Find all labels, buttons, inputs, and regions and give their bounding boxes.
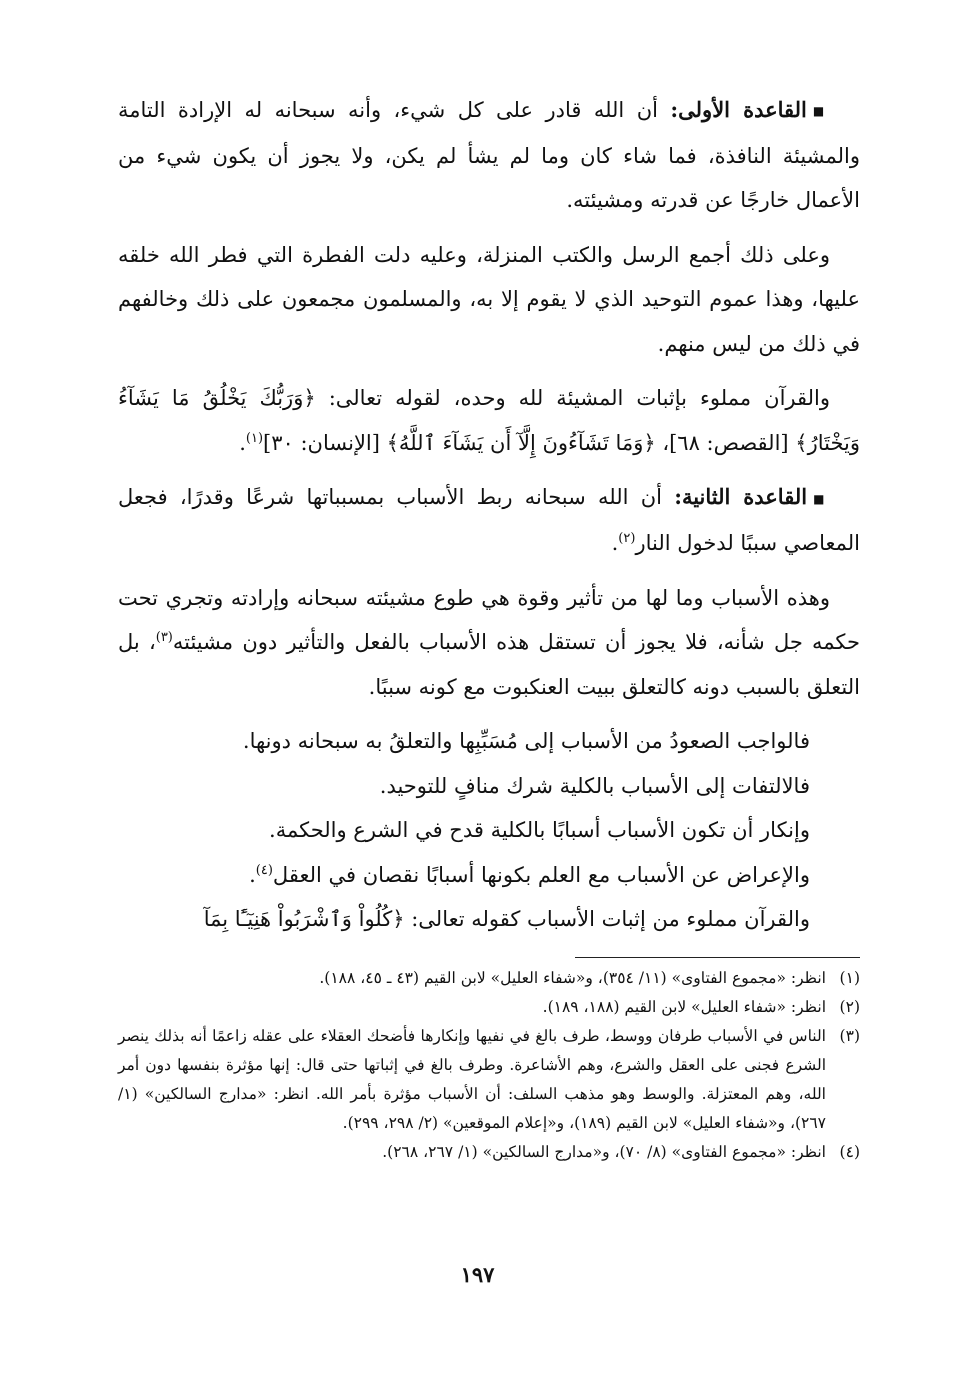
paragraph-text: وعلى ذلك أجمع الرسل والكتب المنزلة، وعليه دلت الفطرة التي فطر الله خلقه عليها، وهذا عموم التوحيد الذي لا يقوم إلا به، والمسلمون مجمعون على ذلك وخالفهم في ذلك من ليس منهم. <box>118 242 860 356</box>
footnote-text: انظر: «مجموع الفتاوى» (٨/ ٧٠)، و«مدارج السالكين» (١/ ٢٦٧، ٢٦٨). <box>382 1143 826 1161</box>
footnote-ref: (٤) <box>255 862 273 878</box>
rule-heading: القاعدة الأولى: <box>670 97 807 122</box>
list-item <box>118 853 860 898</box>
footnote-text: الناس في الأسباب طرفان ووسط، طرف بالغ في نفيها وإنكارها فأضحك العقلاء على عقله زاعمًا أنه بذلك ينصر الشرع فجنى على العقل والشرع، وهم الأشاعرة. وطرف بالغ في إثباتها حتى قال: إنها مؤثرة بنفسها دون أمر الله، وهم المعتزلة. والوسط وهو مذهب السلف: أن الأسباب مؤثرة بأمر الله. انظر: «مدارج السالكين» (١/ ٢٦٧)، و«شفاء العليل» لابن القيم (١٨٩)، و«إعلام الموقعين» (٢/ ٢٩٨، ٢٩٩). <box>118 1027 826 1132</box>
paragraph <box>118 576 860 710</box>
paragraph-text: وهذه الأسباب وما لها من تأثير وقوة هي طوع مشيئته سبحانه وإرادته وتجري تحت حكمه جل شأنه، فلا يجوز أن تستقل هذه الأسباب بالفعل والتأثير دون مشيئته <box>118 585 861 654</box>
paragraph-end: . <box>611 531 619 555</box>
footnote <box>118 1022 860 1138</box>
page-number: ١٩٧ <box>460 1262 495 1287</box>
footnote-ref: (٢) <box>618 531 636 546</box>
list-item <box>118 719 860 764</box>
paragraph-end: . <box>249 862 256 887</box>
rule-two-paragraph <box>118 475 860 565</box>
page-body <box>118 88 860 942</box>
bullet-icon: ■ <box>812 104 831 119</box>
paragraph-text: والإعراض عن الأسباب مع العلم بكونها أسبابًا نقصان في العقل <box>272 862 810 887</box>
footnote <box>118 993 860 1022</box>
list-item <box>118 764 860 809</box>
bullet-icon: ■ <box>813 491 830 506</box>
paragraph-text: والقرآن مملوء بإثبات المشيئة لله وحده، لقوله تعالى: ﴿وَرَبُّكَ يَخْلُقُ مَا يَشَآءُ وَيَخْتَارُ﴾ [القصص: ٦٨]، ﴿وَمَا تَشَآءُونَ إِلَّآ أَن يَشَآءَ ٱللَّهُ﴾ [الإنسان: ٣٠] <box>118 386 860 455</box>
paragraph-end: ، بل التعلق بالسبب دونه كالتعلق ببيت العنكبوت مع كونه سببًا. <box>118 630 860 699</box>
paragraph <box>118 233 860 367</box>
footnote-divider <box>575 957 860 958</box>
rule-one-paragraph <box>118 88 860 223</box>
rule-heading: القاعدة الثانية: <box>674 484 808 510</box>
footnote-number: (٤) <box>839 1143 860 1161</box>
list-item <box>118 897 860 942</box>
paragraph-text: فالالتفات إلى الأسباب بالكلية شرك منافٍ للتوحيد. <box>379 773 810 798</box>
footnote-ref: (٣) <box>155 630 173 645</box>
footnotes <box>118 964 860 1167</box>
footnote-text: انظر: «مجموع الفتاوى» (١١/ ٣٥٤)، و«شفاء العليل» لابن القيم (٤٣ ـ ٤٥، ١٨٨). <box>319 969 826 987</box>
paragraph-text: أن الله قادر على كل شيء، وأنه سبحانه له الإرادة التامة والمشيئة النافذة، فما شاء كان وما لم يشأ لم يكن، ولا يجوز أن يكون شيء من الأعمال خارجًا عن قدرته ومشيئته. <box>118 98 860 213</box>
footnote-text: انظر: «شفاء العليل» لابن القيم (١٨٨، ١٨٩). <box>542 998 826 1016</box>
footnote <box>118 964 860 993</box>
footnote-ref: (١) <box>245 430 264 446</box>
paragraph-end: . <box>239 430 246 455</box>
list-item <box>118 808 860 853</box>
footnote-number: (٣) <box>839 1027 860 1045</box>
footnote-number: (١) <box>839 969 860 987</box>
footnote-number: (٢) <box>839 998 860 1016</box>
footnote <box>118 1138 860 1167</box>
paragraph-text: فالواجب الصعودُ من الأسباب إلى مُسَبِّبِها والتعلقُ به سبحانه دونها. <box>242 729 810 753</box>
paragraph-text: وإنكار أن تكون الأسباب أسبابًا بالكلية قدح في الشرع والحكمة. <box>269 818 810 842</box>
paragraph <box>118 376 860 465</box>
paragraph-text: أن الله سبحانه ربط الأسباب بمسبباتها شرعًا وقدرًا، فجعل المعاصي سببًا لدخول النار <box>118 485 860 555</box>
paragraph-text: والقرآن مملوء من إثبات الأسباب كقوله تعالى: ﴿كُلُواْ وَٱشْرَبُواْ هَنِيٓـًٔا بِمَآ <box>203 907 810 931</box>
